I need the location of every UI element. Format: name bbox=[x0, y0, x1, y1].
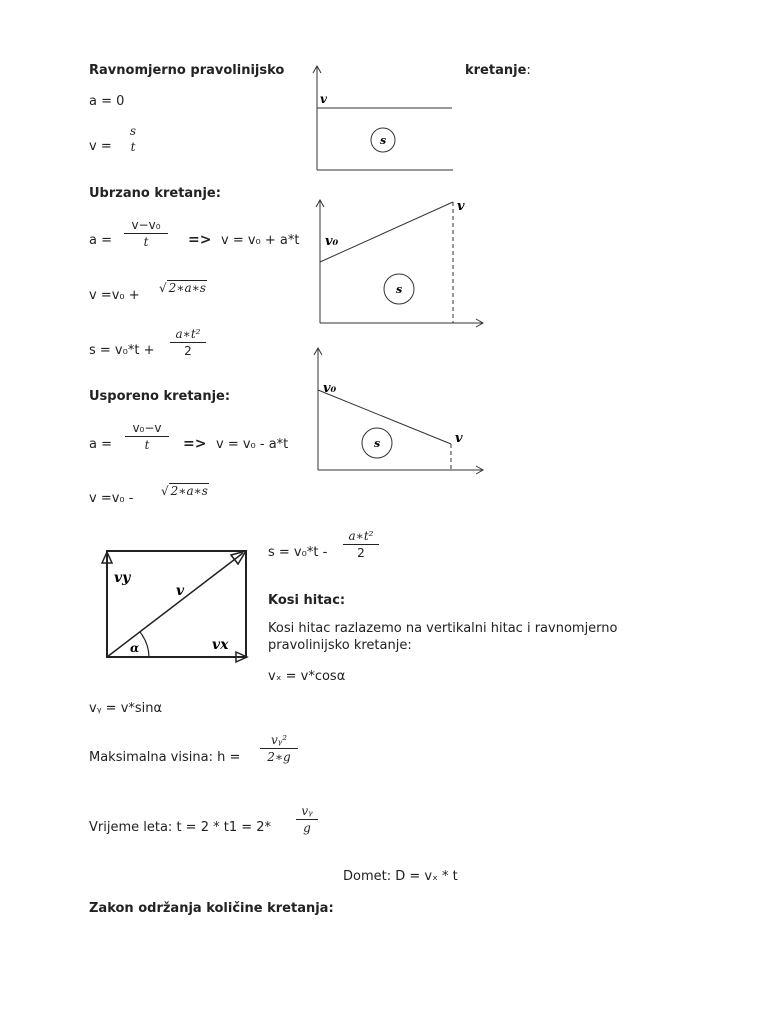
oblique-time-fraction bbox=[296, 804, 318, 835]
accelerated-a-prefix: a = bbox=[89, 233, 112, 248]
decelerated-v-prefix: v =v₀ - bbox=[89, 491, 134, 506]
oblique-hmax-den: 2∗g bbox=[267, 750, 291, 764]
oblique-desc-line2: pravolinijsko kretanje: bbox=[268, 638, 412, 653]
uniform-graph-label-v: v bbox=[320, 92, 327, 106]
accelerated-arrow: => bbox=[188, 232, 212, 248]
oblique-diagram-label-vx: vx bbox=[212, 637, 229, 653]
oblique-range-eq: Domet: D = vₓ * t bbox=[343, 869, 458, 884]
accelerated-a-result: v = v₀ + a*t bbox=[221, 233, 300, 248]
accelerated-graph-label-v0: v₀ bbox=[325, 234, 339, 249]
oblique-time-den: g bbox=[303, 821, 311, 835]
oblique-diagram-label-v: v bbox=[176, 583, 185, 599]
decelerated-v-sqrt-radicand: 2∗a∗s bbox=[170, 484, 208, 498]
oblique-diagram-v-arrowhead bbox=[231, 551, 246, 564]
accelerated-v-prefix: v =v₀ + bbox=[89, 288, 140, 303]
uniform-title-right: kretanje bbox=[465, 63, 527, 78]
accelerated-v-sqrt: √ 2∗a∗s bbox=[159, 281, 206, 295]
accelerated-s-den: 2 bbox=[184, 344, 192, 358]
uniform-v-prefix: v = bbox=[89, 139, 112, 154]
decelerated-graph-label-v0: v₀ bbox=[323, 381, 337, 396]
oblique-s-num: a∗t² bbox=[343, 529, 379, 545]
uniform-title-colon: : bbox=[526, 63, 531, 78]
accelerated-a-den: t bbox=[143, 235, 149, 249]
decelerated-a-result: v = v₀ - a*t bbox=[216, 437, 289, 452]
uniform-title-left: Ravnomjerno pravolinijsko bbox=[89, 63, 285, 78]
uniform-graph-label-s: s bbox=[380, 134, 387, 147]
decelerated-graph-label-v: v bbox=[455, 431, 463, 446]
decelerated-a-prefix: a = bbox=[89, 437, 112, 452]
decelerated-title: Usporeno kretanje: bbox=[89, 389, 231, 404]
oblique-s-den: 2 bbox=[357, 546, 365, 560]
oblique-diagram-label-vy: vy bbox=[114, 570, 131, 586]
accelerated-title: Ubrzano kretanje: bbox=[89, 186, 221, 201]
accelerated-a-num: v−v₀ bbox=[124, 218, 168, 234]
oblique-hmax-prefix: Maksimalna visina: h = bbox=[89, 750, 241, 765]
decelerated-graph-label-s: s bbox=[374, 437, 381, 450]
oblique-vx-eq: vₓ = v*cosα bbox=[268, 669, 346, 684]
oblique-diagram-angle-arc bbox=[140, 632, 149, 657]
oblique-diagram-label-angle: α bbox=[130, 641, 140, 655]
decelerated-a-num: v₀−v bbox=[125, 421, 169, 437]
accelerated-v-sqrt-radicand: 2∗a∗s bbox=[168, 281, 206, 295]
accelerated-s-prefix: s = v₀*t + bbox=[89, 343, 155, 358]
oblique-hmax-num: vᵧ² bbox=[260, 733, 298, 749]
oblique-time-num: vᵧ bbox=[296, 804, 318, 820]
accelerated-s-num: a∗t² bbox=[170, 327, 206, 343]
uniform-v-den: t bbox=[130, 140, 136, 154]
momentum-title: Zakon održanja količine kretanja: bbox=[89, 901, 334, 916]
oblique-title: Kosi hitac: bbox=[268, 593, 346, 608]
oblique-s-prefix: s = v₀*t - bbox=[268, 545, 328, 560]
oblique-hmax-fraction bbox=[260, 733, 298, 764]
uniform-v-num: s bbox=[129, 124, 137, 138]
accelerated-graph-label-v: v bbox=[457, 199, 465, 214]
decelerated-a-den: t bbox=[144, 438, 150, 452]
decelerated-arrow: => bbox=[183, 436, 207, 452]
uniform-a-eq: a = 0 bbox=[89, 94, 125, 109]
accelerated-graph-label-s: s bbox=[396, 283, 403, 296]
oblique-desc-line1: Kosi hitac razlazemo na vertikalni hitac i ravnomjerno bbox=[268, 621, 618, 636]
oblique-vy-eq: vᵧ = v*sinα bbox=[89, 701, 163, 716]
oblique-time-prefix: Vrijeme leta: t = 2 * t1 = 2* bbox=[89, 820, 272, 835]
decelerated-v-sqrt: √ 2∗a∗s bbox=[161, 484, 208, 498]
